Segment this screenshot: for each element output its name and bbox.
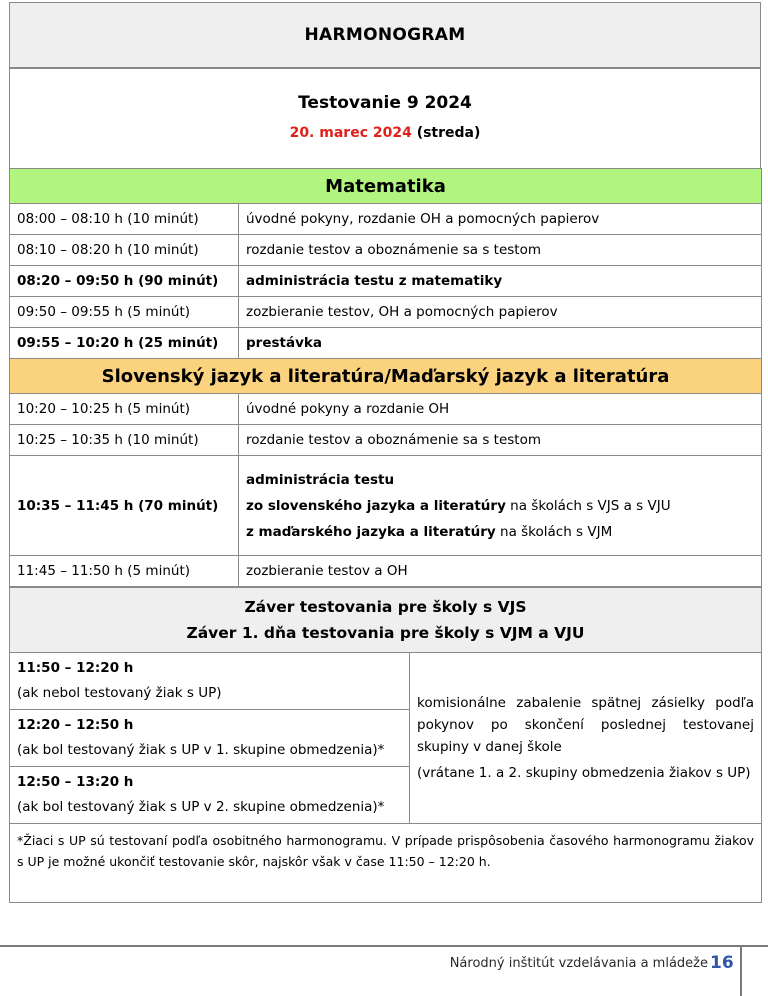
footer-divider xyxy=(0,945,768,947)
table-row xyxy=(10,556,762,587)
activity-cell: rozdanie testov a oboznámenie sa s testom xyxy=(239,425,762,456)
end-slot xyxy=(10,710,410,767)
test-info xyxy=(9,69,761,168)
activity-cell: rozdanie testov a oboznámenie sa s testom xyxy=(239,235,762,266)
time-cell: 09:50 – 09:55 h (5 minút) xyxy=(10,297,239,328)
activity-cell: prestávka xyxy=(239,328,762,359)
test-name: Testovanie 9 2024 xyxy=(298,92,472,113)
activity-cell: úvodné pokyny, rozdanie OH a pomocných papierov xyxy=(239,204,762,235)
time-cell: 09:55 – 10:20 h (25 minút) xyxy=(10,328,239,359)
schedule-document xyxy=(9,2,761,903)
activity-cell: zozbieranie testov, OH a pomocných papierov xyxy=(239,297,762,328)
slot-note: (ak bol testovaný žiak s UP v 2. skupine obmedzenia)* xyxy=(17,799,385,815)
activity-bold: z maďarského jazyka a literatúry xyxy=(246,523,496,540)
section-header-language: Slovenský jazyk a literatúra/Maďarský jazyk a literatúra xyxy=(10,359,762,394)
footer-vertical-divider xyxy=(740,946,742,996)
footer-institution: Národný inštitút vzdelávania a mládeže xyxy=(449,956,708,971)
section-header-math: Matematika xyxy=(10,169,762,204)
end-slot xyxy=(10,653,410,710)
time-cell: 11:45 – 11:50 h (5 minút) xyxy=(10,556,239,587)
slot-note: (ak nebol testovaný žiak s UP) xyxy=(17,685,222,701)
table-row xyxy=(10,456,762,556)
table-row xyxy=(10,297,762,328)
table-row xyxy=(10,235,762,266)
slot-time: 12:50 – 13:20 h xyxy=(17,774,134,790)
test-date-line xyxy=(290,125,481,141)
activity-rest: na školách s VJM xyxy=(495,523,613,540)
slot-note: (ak bol testovaný žiak s UP v 1. skupine obmedzenia)* xyxy=(17,742,385,758)
end-table xyxy=(9,587,762,903)
table-row xyxy=(10,394,762,425)
end-title-1: Záver testovania pre školy s VJS xyxy=(244,598,527,616)
table-row xyxy=(10,653,762,710)
footnote: *Žiaci s UP sú testovaní podľa osobitného harmonogramu. V prípade prispôsobenia časového harmonogramu žiakov s UP je možné ukončiť testovanie skôr, najskôr však v čase 11:50 – 12:20 h. xyxy=(10,824,762,903)
page-number: 16 xyxy=(710,953,734,973)
end-activity xyxy=(410,653,762,824)
activity-cell: úvodné pokyny a rozdanie OH xyxy=(239,394,762,425)
time-cell: 08:10 – 08:20 h (10 minút) xyxy=(10,235,239,266)
end-activity-note: (vrátane 1. a 2. skupiny obmedzenia žiakov s UP) xyxy=(417,765,751,781)
activity-bold: zo slovenského jazyka a literatúry xyxy=(246,497,506,514)
activity-cell: zozbieranie testov a OH xyxy=(239,556,762,587)
test-date: 20. marec 2024 xyxy=(289,124,412,141)
activity-cell xyxy=(239,456,762,556)
section-header-end xyxy=(10,588,762,653)
table-row xyxy=(10,204,762,235)
end-slot xyxy=(10,767,410,824)
table-row xyxy=(10,425,762,456)
schedule-table xyxy=(9,168,762,587)
activity-line xyxy=(246,519,754,545)
table-row xyxy=(10,328,762,359)
activity-rest: na školách s VJS a s VJU xyxy=(505,497,671,514)
test-weekday: (streda) xyxy=(416,124,481,141)
time-cell: 10:25 – 10:35 h (10 minút) xyxy=(10,425,239,456)
time-cell: 10:35 – 11:45 h (70 minút) xyxy=(10,456,239,556)
slot-time: 12:20 – 12:50 h xyxy=(17,717,134,733)
activity-cell: administrácia testu z matematiky xyxy=(239,266,762,297)
table-row xyxy=(10,266,762,297)
activity-line: administrácia testu xyxy=(246,471,395,488)
time-cell: 08:20 – 09:50 h (90 minút) xyxy=(10,266,239,297)
time-cell: 10:20 – 10:25 h (5 minút) xyxy=(10,394,239,425)
slot-time: 11:50 – 12:20 h xyxy=(17,660,134,676)
document-title: HARMONOGRAM xyxy=(9,2,761,69)
end-activity-text: komisionálne zabalenie spätnej zásielky podľa pokynov po skončení poslednej testovanej skupiny v danej škole xyxy=(417,695,754,755)
end-title-2: Záver 1. dňa testovania pre školy s VJM a VJU xyxy=(186,624,585,642)
activity-line xyxy=(246,493,754,519)
time-cell: 08:00 – 08:10 h (10 minút) xyxy=(10,204,239,235)
